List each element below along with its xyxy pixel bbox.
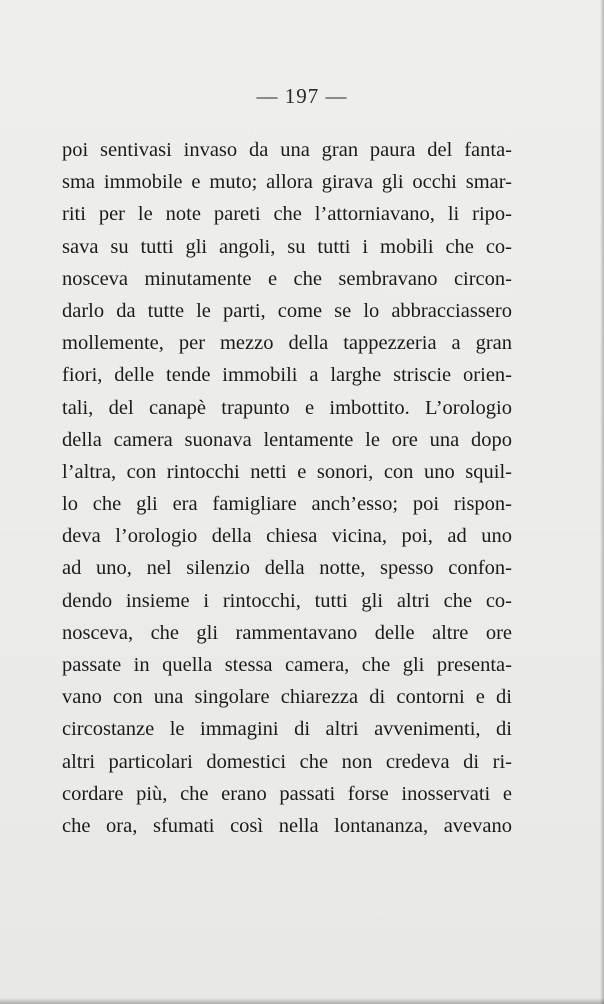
- text-line: fiori, delle tende immobili a larghe striscie orien-: [62, 364, 512, 387]
- text-line: ad uno, nel silenzio della notte, spesso confon-: [62, 557, 512, 580]
- text-line: cordare più, che erano passati forse inosservati e: [62, 782, 512, 805]
- text-line: nosceva minutamente e che sembravano circon-: [62, 267, 512, 290]
- text-line: passate in quella stessa camera, che gli presenta-: [62, 654, 512, 676]
- text-line: della camera suonava lentamente le ore una dopo: [62, 428, 512, 451]
- text-line: nosceva, che gli rammentavano delle altre ore: [62, 621, 512, 644]
- text-line: lo che gli era famigliare anch’esso; poi rispon-: [62, 493, 512, 516]
- text-line: tali, del canapè trapunto e imbottito. L’orologio: [62, 396, 512, 419]
- text-line: riti per le note pareti che l’attorniavano, li ripo-: [62, 203, 512, 226]
- text-line: che ora, sfumati così nella lontananza, avevano: [62, 814, 512, 837]
- text-line: sava su tutti gli angoli, su tutti i mobili che co-: [62, 235, 512, 258]
- text-line: deva l’orologio della chiesa vicina, poi, ad uno: [62, 525, 512, 548]
- page-bottom-shadow: [0, 998, 604, 1004]
- page-number: — 197 —: [256, 84, 348, 108]
- text-line: sma immobile e muto; allora girava gli occhi smar-: [62, 171, 512, 194]
- text-line: l’altra, con rintocchi netti e sonori, con uno squil-: [62, 460, 512, 483]
- text-line: dendo insieme i rintocchi, tutti gli altri che co-: [62, 589, 512, 612]
- text-line: darlo da tutte le parti, come se lo abbracciassero: [62, 299, 512, 322]
- text-line: poi sentivasi invaso da una gran paura del fanta-: [62, 139, 512, 161]
- text-line: mollemente, per mezzo della tappezzeria a gran: [62, 332, 512, 355]
- text-line: circostanze le immagini di altri avvenimenti, di: [62, 718, 512, 741]
- body-text: [62, 134, 512, 842]
- text-line: altri particolari domestici che non credeva di ri-: [62, 750, 512, 773]
- page-edge-shadow: [600, 0, 604, 1004]
- text-line: vano con una singolare chiarezza di contorni e di: [62, 686, 512, 709]
